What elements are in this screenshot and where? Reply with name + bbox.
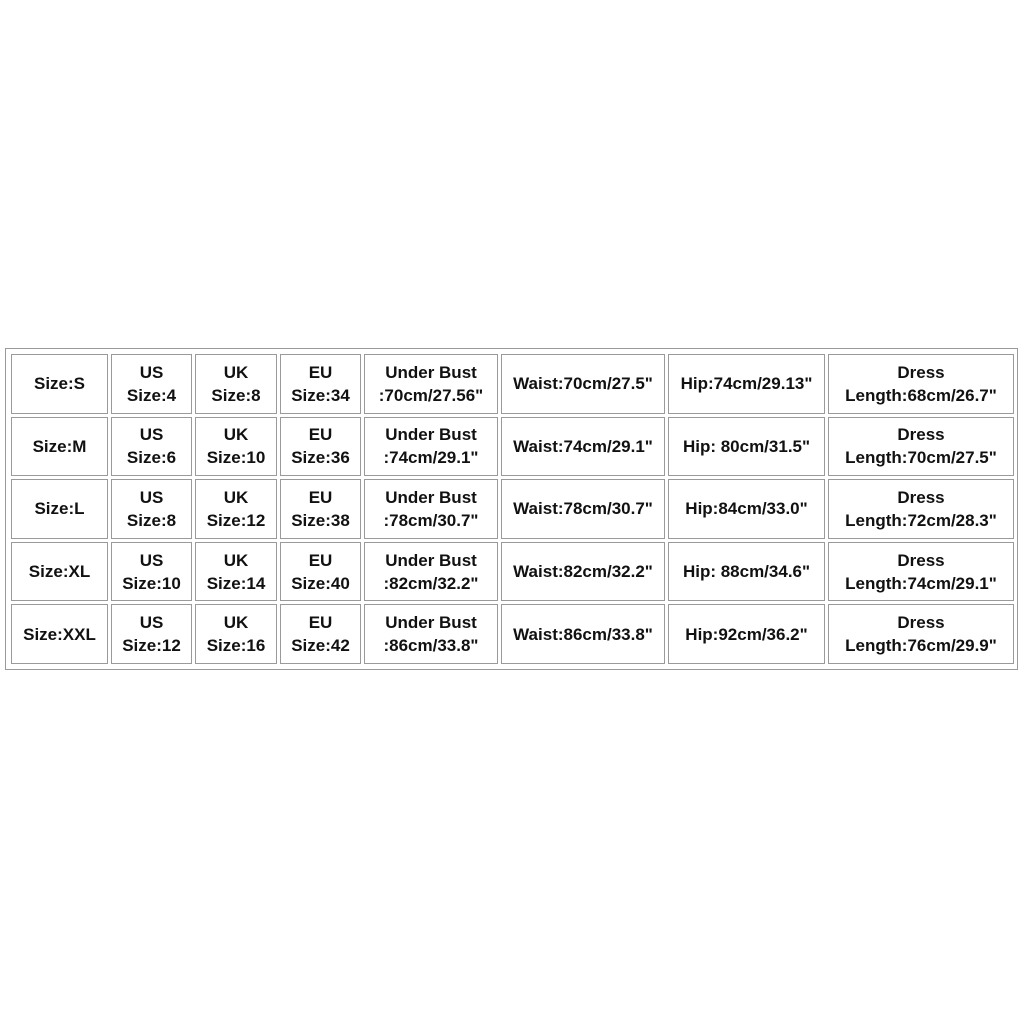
dress-length-cell [828,354,1014,414]
dress-length-heading: Dress [897,613,945,633]
under-bust-value: :86cm/33.8" [383,636,479,656]
eu-size-heading: EU [308,613,333,633]
size-row-l [11,479,1014,539]
eu-size-cell [280,479,361,539]
eu-size-heading: EU [308,425,333,445]
under-bust-value: :74cm/29.1" [383,448,479,468]
eu-size-heading: EU [308,550,333,570]
under-bust-value: :82cm/32.2" [383,573,479,593]
dress-length-cell [828,417,1014,477]
us-size-heading: US [139,362,164,382]
hip-cell: Hip:74cm/29.13" [668,354,825,414]
us-size-value: Size:6 [126,448,177,468]
dress-length-value: Length:72cm/28.3" [845,510,997,530]
size-label-cell: Size:M [11,417,108,477]
dress-length-cell [828,542,1014,602]
uk-size-heading: UK [223,487,249,507]
us-size-heading: US [139,487,164,507]
hip-cell: Hip:92cm/36.2" [668,604,825,664]
size-label-cell: Size:L [11,479,108,539]
size-chart-grid [8,351,1017,667]
waist-cell: Waist:86cm/33.8" [501,604,665,664]
size-label-cell: Size:XXL [11,604,108,664]
under-bust-value: :78cm/30.7" [383,510,479,530]
us-size-heading: US [139,425,164,445]
eu-size-value: Size:42 [291,636,350,656]
size-row-xxl [11,604,1014,664]
eu-size-value: Size:40 [291,573,350,593]
uk-size-value: Size:16 [206,636,266,656]
eu-size-heading: EU [308,362,333,382]
under-bust-cell [364,604,498,664]
size-row-m [11,417,1014,477]
under-bust-heading: Under Bust [385,425,477,445]
size-chart-table [5,348,1018,670]
uk-size-cell [195,542,277,602]
uk-size-heading: UK [223,613,249,633]
dress-length-value: Length:70cm/27.5" [845,448,997,468]
waist-cell: Waist:78cm/30.7" [501,479,665,539]
dress-length-value: Length:76cm/29.9" [845,636,997,656]
uk-size-cell [195,417,277,477]
us-size-cell [111,354,192,414]
uk-size-value: Size:12 [206,510,266,530]
size-label-cell: Size:XL [11,542,108,602]
uk-size-heading: UK [223,425,249,445]
dress-length-heading: Dress [897,425,945,445]
eu-size-value: Size:34 [291,385,350,405]
dress-length-value: Length:74cm/29.1" [845,573,997,593]
waist-cell: Waist:70cm/27.5" [501,354,665,414]
hip-cell: Hip:84cm/33.0" [668,479,825,539]
dress-length-value: Length:68cm/26.7" [845,385,997,405]
uk-size-heading: UK [223,550,249,570]
us-size-value: Size:4 [126,385,177,405]
uk-size-value: Size:14 [206,573,266,593]
us-size-heading: US [139,613,164,633]
eu-size-value: Size:38 [291,510,350,530]
us-size-value: Size:8 [126,510,177,530]
eu-size-cell [280,354,361,414]
uk-size-cell [195,354,277,414]
uk-size-value: Size:10 [206,448,266,468]
eu-size-cell [280,604,361,664]
under-bust-cell [364,479,498,539]
under-bust-cell [364,417,498,477]
dress-length-heading: Dress [897,362,945,382]
size-row-xl [11,542,1014,602]
hip-cell: Hip: 80cm/31.5" [668,417,825,477]
waist-cell: Waist:82cm/32.2" [501,542,665,602]
under-bust-heading: Under Bust [385,362,477,382]
us-size-cell [111,417,192,477]
size-label-cell: Size:S [11,354,108,414]
dress-length-heading: Dress [897,550,945,570]
us-size-cell [111,542,192,602]
under-bust-cell [364,542,498,602]
us-size-value: Size:12 [122,636,181,656]
under-bust-cell [364,354,498,414]
dress-length-cell [828,604,1014,664]
under-bust-heading: Under Bust [385,550,477,570]
us-size-cell [111,479,192,539]
under-bust-heading: Under Bust [385,487,477,507]
us-size-cell [111,604,192,664]
us-size-value: Size:10 [122,573,181,593]
eu-size-heading: EU [308,487,333,507]
uk-size-cell [195,604,277,664]
uk-size-value: Size:8 [211,385,261,405]
uk-size-cell [195,479,277,539]
eu-size-value: Size:36 [291,448,350,468]
us-size-heading: US [139,550,164,570]
uk-size-heading: UK [223,362,249,382]
hip-cell: Hip: 88cm/34.6" [668,542,825,602]
dress-length-heading: Dress [897,487,945,507]
under-bust-heading: Under Bust [385,613,477,633]
eu-size-cell [280,542,361,602]
dress-length-cell [828,479,1014,539]
size-row-s [11,354,1014,414]
waist-cell: Waist:74cm/29.1" [501,417,665,477]
eu-size-cell [280,417,361,477]
under-bust-value: :70cm/27.56" [378,385,484,405]
